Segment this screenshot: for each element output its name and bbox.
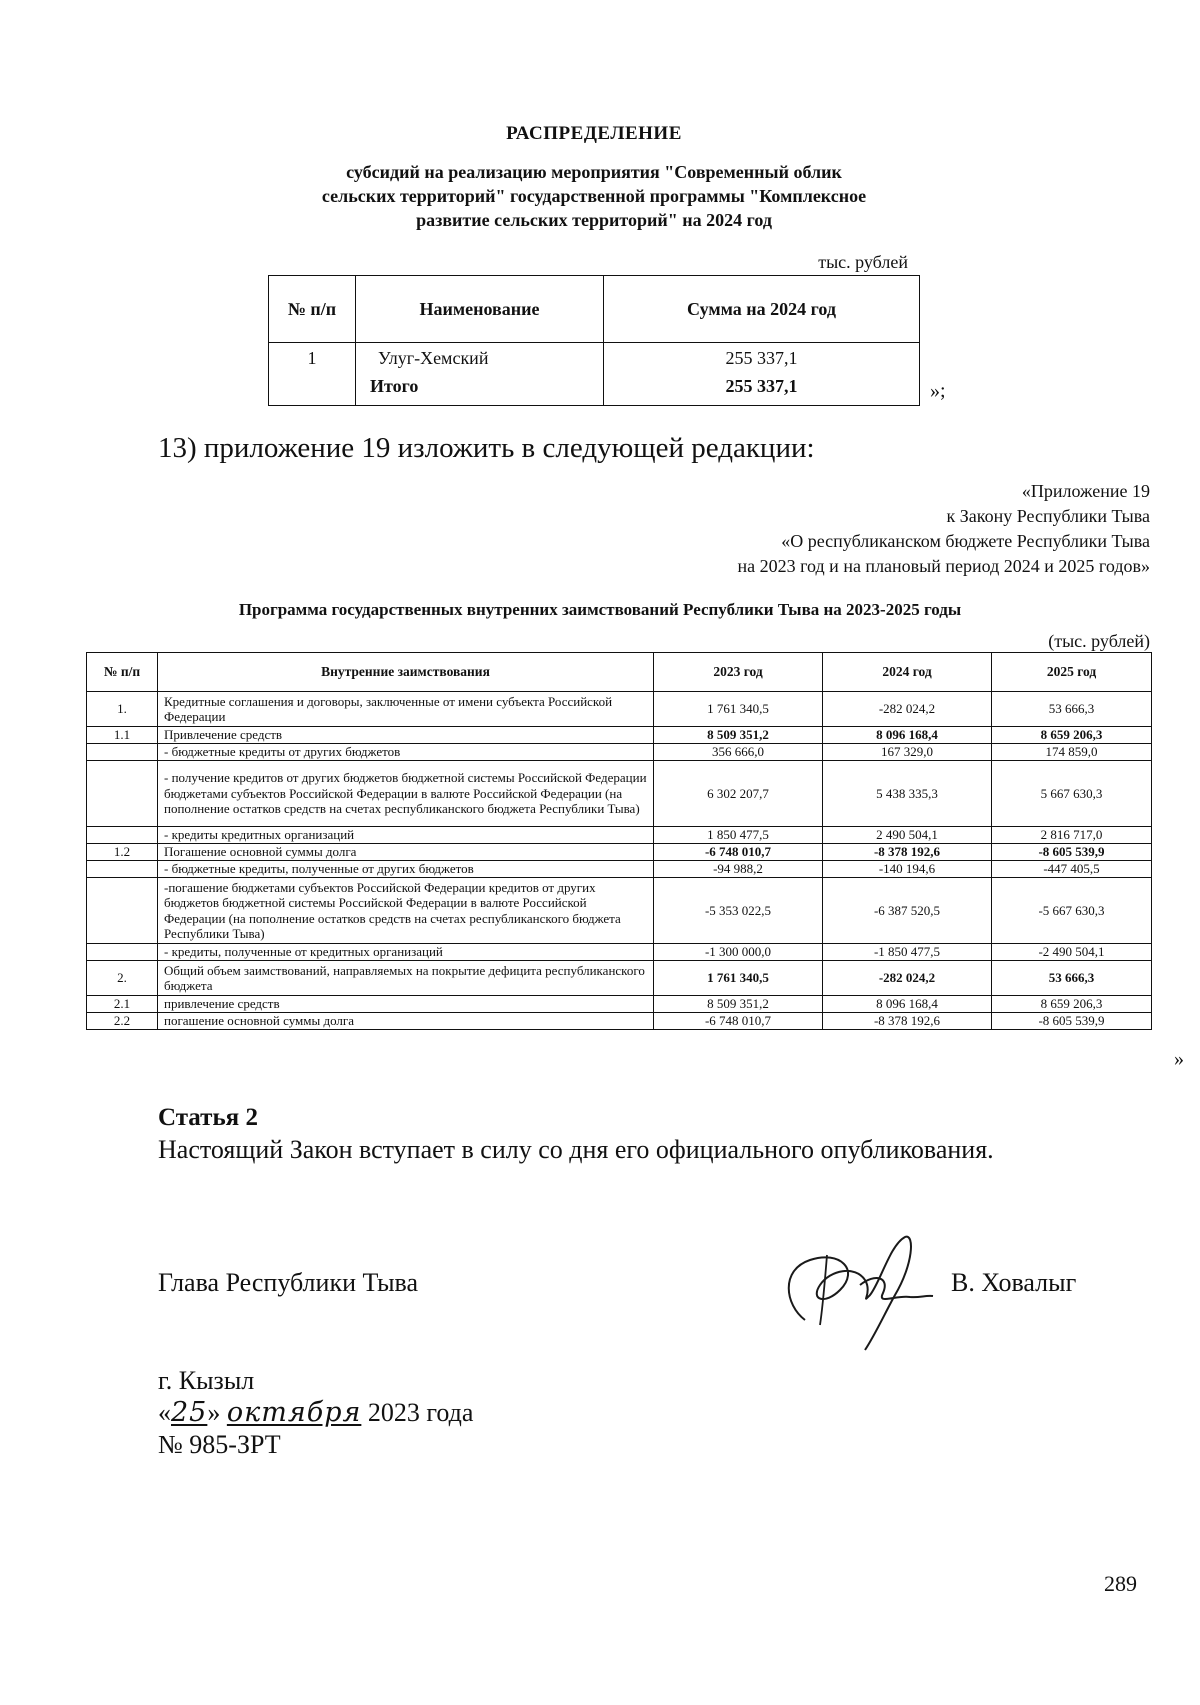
date-open-quote: « — [158, 1398, 171, 1427]
law-number: № 985-ЗРТ — [158, 1430, 281, 1459]
article-text: Настоящий Закон вступает в силу со дня его официального опубликования. — [158, 1135, 994, 1164]
header-amount: Сумма на 2024 год — [604, 276, 920, 343]
value-2023: -6 748 010,7 — [654, 844, 823, 861]
value-2024: -282 024,2 — [823, 692, 992, 727]
value-2023: 1 850 477,5 — [654, 827, 823, 844]
total-amount: 255 337,1 — [725, 376, 798, 396]
value-2025: 8 659 206,3 — [992, 727, 1152, 744]
value-2023: -94 988,2 — [654, 861, 823, 878]
row-number: 1.2 — [87, 844, 158, 861]
item-13: 13) приложение 19 изложить в следующей редакции: — [158, 432, 815, 464]
appendix-header — [560, 479, 1150, 579]
value-2025: 5 667 630,3 — [992, 761, 1152, 827]
row-number: 1. — [87, 692, 158, 727]
header-2023: 2023 год — [654, 653, 823, 692]
value-2024: -6 387 520,5 — [823, 878, 992, 944]
row-name-cell — [356, 343, 604, 406]
program-table-body — [87, 692, 1152, 1030]
total-label: Итого — [370, 376, 419, 396]
row-name: - бюджетные кредиты, полученные от других бюджетов — [158, 861, 654, 878]
header-number: № п/п — [269, 276, 356, 343]
row-name: - бюджетные кредиты от других бюджетов — [158, 744, 654, 761]
value-2025: 53 666,3 — [992, 961, 1152, 996]
row-number — [87, 878, 158, 944]
value-2024: 5 438 335,3 — [823, 761, 992, 827]
row-number — [87, 861, 158, 878]
program-table-row — [87, 844, 1152, 861]
value-2024: 2 490 504,1 — [823, 827, 992, 844]
appendix-line: «О республиканском бюджете Республики Тыва — [781, 531, 1150, 551]
row-name: Погашение основной суммы долга — [158, 844, 654, 861]
row-number: 1 — [269, 343, 356, 406]
row-amount-cell — [604, 343, 920, 406]
value-2023: 8 509 351,2 — [654, 727, 823, 744]
date-close-quote: » — [207, 1398, 227, 1427]
value-2025: -447 405,5 — [992, 861, 1152, 878]
value-2023: 6 302 207,7 — [654, 761, 823, 827]
value-2023: 8 509 351,2 — [654, 996, 823, 1013]
value-2023: -5 353 022,5 — [654, 878, 823, 944]
date-day: 25 — [171, 1397, 208, 1428]
date-month: октября — [226, 1397, 362, 1428]
distribution-table-header — [269, 276, 920, 343]
row-number: 2.1 — [87, 996, 158, 1013]
row-name: Общий объем заимствований, направляемых на покрытие дефицита республиканского бюджета — [158, 961, 654, 996]
distribution-subtitle — [200, 160, 988, 232]
distribution-title: РАСПРЕДЕЛЕНИЕ — [506, 123, 682, 144]
value-2024: 8 096 168,4 — [823, 996, 992, 1013]
appendix-line: на 2023 год и на плановый период 2024 и 2025 годов» — [737, 556, 1150, 576]
value-2025: 53 666,3 — [992, 692, 1152, 727]
program-units: (тыс. рублей) — [1048, 631, 1150, 651]
row-name: привлечение средств — [158, 996, 654, 1013]
header-2025: 2025 год — [992, 653, 1152, 692]
header-name: Наименование — [356, 276, 604, 343]
value-2024: -8 378 192,6 — [823, 1013, 992, 1030]
value-2025: -2 490 504,1 — [992, 944, 1152, 961]
appendix-line: к Закону Республики Тыва — [946, 506, 1150, 526]
program-table-row — [87, 761, 1152, 827]
city: г. Кызыл — [158, 1366, 255, 1395]
appendix-line: «Приложение 19 — [1021, 481, 1150, 501]
value-2024: 8 096 168,4 — [823, 727, 992, 744]
value-2023: 356 666,0 — [654, 744, 823, 761]
value-2025: -8 605 539,9 — [992, 844, 1152, 861]
program-table-header — [87, 653, 1152, 692]
program-table-row — [87, 1013, 1152, 1030]
distribution-subtitle-line: развитие сельских территорий" на 2024 год — [416, 210, 772, 230]
row-name: - кредиты, полученные от кредитных организаций — [158, 944, 654, 961]
date-year: 2023 года — [367, 1398, 474, 1427]
signing-date — [158, 1397, 473, 1429]
program-title: Программа государственных внутренних заимствований Республики Тыва на 2023-2025 годы — [238, 600, 962, 619]
row-name: погашение основной суммы долга — [158, 1013, 654, 1030]
value-2024: -1 850 477,5 — [823, 944, 992, 961]
row-number — [87, 944, 158, 961]
distribution-table — [268, 275, 920, 406]
row-number — [87, 761, 158, 827]
distribution-table-row — [269, 343, 920, 406]
row-number — [87, 744, 158, 761]
value-2023: -1 300 000,0 — [654, 944, 823, 961]
value-2025: 8 659 206,3 — [992, 996, 1152, 1013]
value-2023: 1 761 340,5 — [654, 692, 823, 727]
row-number — [87, 827, 158, 844]
row-name: Привлечение средств — [158, 727, 654, 744]
value-2023: -6 748 010,7 — [654, 1013, 823, 1030]
row-number: 2.2 — [87, 1013, 158, 1030]
row-name: Улуг-Хемский — [378, 348, 489, 368]
program-table — [86, 652, 1152, 1030]
program-table-row — [87, 878, 1152, 944]
row-name: - кредиты кредитных организаций — [158, 827, 654, 844]
value-2025: -8 605 539,9 — [992, 1013, 1152, 1030]
value-2024: -8 378 192,6 — [823, 844, 992, 861]
signatory-name: В. Ховалыг — [951, 1268, 1077, 1297]
value-2025: 174 859,0 — [992, 744, 1152, 761]
program-table-row — [87, 861, 1152, 878]
distribution-closing-quote: »; — [930, 380, 946, 402]
handwritten-signature — [765, 1225, 945, 1355]
value-2025: -5 667 630,3 — [992, 878, 1152, 944]
distribution-subtitle-line: субсидий на реализацию мероприятия "Современный облик — [346, 162, 842, 182]
row-number: 2. — [87, 961, 158, 996]
header-number: № п/п — [87, 653, 158, 692]
distribution-units: тыс. рублей — [818, 252, 908, 272]
program-table-row — [87, 961, 1152, 996]
row-amount: 255 337,1 — [725, 348, 798, 368]
row-number: 1.1 — [87, 727, 158, 744]
value-2024: -140 194,6 — [823, 861, 992, 878]
header-2024: 2024 год — [823, 653, 992, 692]
distribution-subtitle-line: сельских территорий" государственной программы "Комплексное — [321, 186, 867, 206]
article-title: Статья 2 — [158, 1104, 258, 1131]
row-name: Кредитные соглашения и договоры, заключенные от имени субъекта Российской Федерации — [158, 692, 654, 727]
program-table-row — [87, 996, 1152, 1013]
row-name: - получение кредитов от других бюджетов бюджетной системы Российской Федерации бюджетами субъектов Российской Федерации в валюте Российской Федерации (на пополнение остатков средств на счетах республиканского бюджета Республики Тыва) — [158, 761, 654, 827]
page-number: 289 — [1104, 1571, 1137, 1596]
program-table-row — [87, 944, 1152, 961]
header-borrowings: Внутренние заимствования — [158, 653, 654, 692]
signatory-position: Глава Республики Тыва — [158, 1268, 419, 1297]
value-2024: 167 329,0 — [823, 744, 992, 761]
program-table-row — [87, 744, 1152, 761]
value-2025: 2 816 717,0 — [992, 827, 1152, 844]
program-table-row — [87, 692, 1152, 727]
row-name: -погашение бюджетами субъектов Российской Федерации кредитов от других бюджетов бюджетной системы Российской Федерации в валюте Российской Федерации (на пополнение остатков средств на счетах республиканского бюджета Республики Тыва) — [158, 878, 654, 944]
value-2024: -282 024,2 — [823, 961, 992, 996]
program-closing-quote: » — [1174, 1048, 1184, 1070]
program-table-row — [87, 827, 1152, 844]
value-2023: 1 761 340,5 — [654, 961, 823, 996]
program-table-row — [87, 727, 1152, 744]
